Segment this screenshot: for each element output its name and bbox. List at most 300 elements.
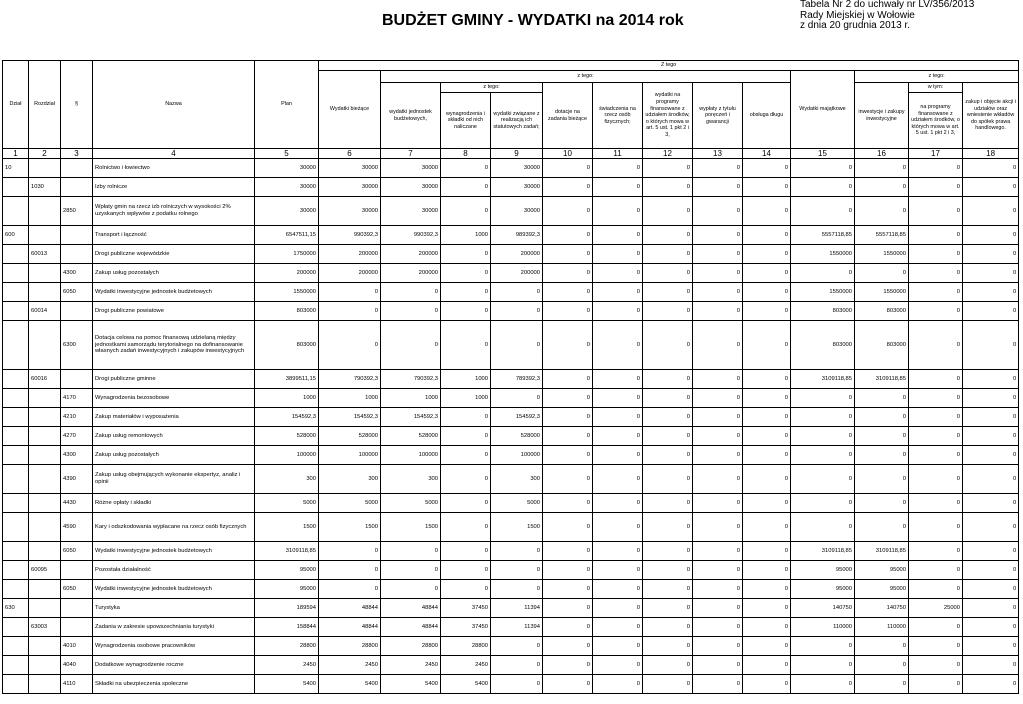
cell-programy-biezace: 0 (643, 226, 693, 245)
cell-wydatki-majatkowe: 0 (791, 675, 855, 694)
cell-akcje: 0 (963, 446, 1019, 465)
cell-rozdzial (29, 427, 61, 446)
table-row (3, 264, 1019, 283)
cell-statutowe: 0 (491, 283, 543, 302)
cell-rozdzial: 60014 (29, 302, 61, 321)
cell-rozdzial (29, 283, 61, 302)
cell-statutowe: 0 (491, 656, 543, 675)
cell-paragraf: 4010 (61, 637, 93, 656)
cell-dotacje: 0 (543, 389, 593, 408)
cell-plan: 154592,3 (255, 408, 319, 427)
cell-rozdzial (29, 197, 61, 226)
cell-programy-biezace: 0 (643, 637, 693, 656)
cell-programy-biezace: 0 (643, 513, 693, 542)
cell-poreczenia: 0 (693, 178, 743, 197)
cell-wydatki-jednostek: 0 (381, 302, 441, 321)
header-wydatki-jednostek: wydatki jednostek budżetowych, (381, 83, 441, 149)
table-row (3, 618, 1019, 637)
cell-obsluga-dlugu: 0 (743, 283, 791, 302)
header-w-tym: w tym: (909, 83, 963, 93)
cell-obsluga-dlugu: 0 (743, 302, 791, 321)
cell-dzial (3, 465, 29, 494)
cell-poreczenia: 0 (693, 494, 743, 513)
cell-programy-majatkowe: 0 (909, 656, 963, 675)
cell-paragraf (61, 178, 93, 197)
cell-poreczenia: 0 (693, 513, 743, 542)
cell-wydatki-jednostek: 48844 (381, 599, 441, 618)
header-programy-majatkowe: na programy finansowane z udziałem środków, o których mowa w art. 5 ust. 1 pkt 2 i 3, (909, 93, 963, 149)
cell-plan: 803000 (255, 302, 319, 321)
cell-wydatki-biezace: 0 (319, 283, 381, 302)
cell-programy-biezace: 0 (643, 599, 693, 618)
cell-statutowe: 0 (491, 389, 543, 408)
cell-dotacje: 0 (543, 283, 593, 302)
cell-plan: 5000 (255, 494, 319, 513)
cell-obsluga-dlugu: 0 (743, 389, 791, 408)
cell-nazwa: Składki na ubezpieczenia społeczne (93, 675, 255, 694)
cell-wydatki-majatkowe: 0 (791, 494, 855, 513)
cell-poreczenia: 0 (693, 321, 743, 370)
cell-obsluga-dlugu: 0 (743, 494, 791, 513)
cell-wydatki-jednostek: 30000 (381, 159, 441, 178)
cell-programy-biezace: 0 (643, 321, 693, 370)
cell-swiadczenia: 0 (593, 321, 643, 370)
cell-dzial (3, 264, 29, 283)
cell-rozdzial (29, 513, 61, 542)
cell-dotacje: 0 (543, 197, 593, 226)
cell-programy-majatkowe: 0 (909, 302, 963, 321)
cell-swiadczenia: 0 (593, 465, 643, 494)
cell-obsluga-dlugu: 0 (743, 465, 791, 494)
column-number: 1 (3, 149, 29, 159)
cell-dzial (3, 178, 29, 197)
cell-rozdzial (29, 446, 61, 465)
cell-wydatki-jednostek: 790392,3 (381, 370, 441, 389)
cell-paragraf: 6300 (61, 321, 93, 370)
cell-wynagrodzenia: 0 (441, 561, 491, 580)
cell-obsluga-dlugu: 0 (743, 264, 791, 283)
cell-wynagrodzenia: 1000 (441, 389, 491, 408)
cell-obsluga-dlugu: 0 (743, 580, 791, 599)
cell-statutowe: 789392,3 (491, 370, 543, 389)
cell-obsluga-dlugu: 0 (743, 446, 791, 465)
cell-nazwa: Zakup usług remontowych (93, 427, 255, 446)
cell-programy-majatkowe: 0 (909, 427, 963, 446)
cell-obsluga-dlugu: 0 (743, 637, 791, 656)
cell-akcje: 0 (963, 656, 1019, 675)
cell-wydatki-biezace: 1500 (319, 513, 381, 542)
cell-inwestycje: 0 (855, 494, 909, 513)
cell-obsluga-dlugu: 0 (743, 226, 791, 245)
cell-akcje: 0 (963, 637, 1019, 656)
cell-wydatki-majatkowe: 3109118,85 (791, 370, 855, 389)
cell-dotacje: 0 (543, 656, 593, 675)
cell-nazwa: Wynagrodzenia bezosobowe (93, 389, 255, 408)
cell-wynagrodzenia: 0 (441, 494, 491, 513)
cell-paragraf: 4390 (61, 465, 93, 494)
cell-inwestycje: 5557118,85 (855, 226, 909, 245)
cell-dotacje: 0 (543, 618, 593, 637)
cell-akcje: 0 (963, 599, 1019, 618)
cell-wynagrodzenia: 1000 (441, 370, 491, 389)
cell-swiadczenia: 0 (593, 245, 643, 264)
cell-inwestycje: 3109118,85 (855, 370, 909, 389)
cell-wydatki-biezace: 200000 (319, 245, 381, 264)
cell-inwestycje: 0 (855, 513, 909, 542)
cell-inwestycje: 95000 (855, 580, 909, 599)
cell-paragraf: 2850 (61, 197, 93, 226)
cell-poreczenia: 0 (693, 675, 743, 694)
cell-plan: 803000 (255, 321, 319, 370)
cell-poreczenia: 0 (693, 226, 743, 245)
cell-rozdzial (29, 159, 61, 178)
cell-nazwa: Zakup usług pozostałych (93, 264, 255, 283)
cell-paragraf (61, 226, 93, 245)
cell-statutowe: 0 (491, 542, 543, 561)
cell-programy-majatkowe: 0 (909, 226, 963, 245)
cell-poreczenia: 0 (693, 427, 743, 446)
cell-dotacje: 0 (543, 427, 593, 446)
cell-wynagrodzenia: 37450 (441, 599, 491, 618)
cell-statutowe: 989392,3 (491, 226, 543, 245)
cell-inwestycje: 95000 (855, 561, 909, 580)
cell-programy-biezace: 0 (643, 427, 693, 446)
header-nazwa: Nazwa (93, 61, 255, 149)
cell-akcje: 0 (963, 226, 1019, 245)
cell-dotacje: 0 (543, 561, 593, 580)
cell-akcje: 0 (963, 178, 1019, 197)
cell-wydatki-majatkowe: 140750 (791, 599, 855, 618)
cell-wydatki-biezace: 28800 (319, 637, 381, 656)
column-number: 17 (909, 149, 963, 159)
table-row (3, 465, 1019, 494)
cell-swiadczenia: 0 (593, 370, 643, 389)
cell-programy-majatkowe: 0 (909, 580, 963, 599)
cell-wydatki-biezace: 0 (319, 302, 381, 321)
cell-dzial (3, 637, 29, 656)
cell-poreczenia: 0 (693, 408, 743, 427)
cell-rozdzial: 60013 (29, 245, 61, 264)
cell-wydatki-majatkowe: 0 (791, 427, 855, 446)
cell-plan: 95000 (255, 580, 319, 599)
cell-rozdzial (29, 599, 61, 618)
cell-programy-biezace: 0 (643, 389, 693, 408)
cell-rozdzial (29, 580, 61, 599)
cell-inwestycje: 1550000 (855, 245, 909, 264)
cell-inwestycje: 140750 (855, 599, 909, 618)
cell-plan: 528000 (255, 427, 319, 446)
cell-dotacje: 0 (543, 159, 593, 178)
cell-programy-biezace: 0 (643, 656, 693, 675)
cell-plan: 6547511,15 (255, 226, 319, 245)
cell-swiadczenia: 0 (593, 513, 643, 542)
cell-dzial: 630 (3, 599, 29, 618)
header-z-tego-biezace: z tego: (381, 71, 791, 83)
cell-wynagrodzenia: 0 (441, 302, 491, 321)
cell-dotacje: 0 (543, 542, 593, 561)
cell-rozdzial: 1030 (29, 178, 61, 197)
cell-programy-majatkowe: 0 (909, 675, 963, 694)
cell-wynagrodzenia: 0 (441, 427, 491, 446)
cell-statutowe: 0 (491, 561, 543, 580)
cell-inwestycje: 803000 (855, 321, 909, 370)
cell-plan: 1500 (255, 513, 319, 542)
cell-rozdzial (29, 542, 61, 561)
column-number: 18 (963, 149, 1019, 159)
cell-wydatki-majatkowe: 110000 (791, 618, 855, 637)
cell-swiadczenia: 0 (593, 561, 643, 580)
table-row (3, 542, 1019, 561)
header-programy-biezace: wydatki na programy finansowane z udziałem środków, o których mowa w art. 5 ust. 1 pkt 2 i 3, (643, 83, 693, 149)
cell-swiadczenia: 0 (593, 446, 643, 465)
cell-wydatki-biezace: 790392,3 (319, 370, 381, 389)
cell-programy-majatkowe: 0 (909, 637, 963, 656)
cell-paragraf: 4300 (61, 264, 93, 283)
cell-poreczenia: 0 (693, 264, 743, 283)
cell-swiadczenia: 0 (593, 178, 643, 197)
cell-dzial: 10 (3, 159, 29, 178)
cell-wydatki-jednostek: 0 (381, 580, 441, 599)
cell-wydatki-biezace: 2450 (319, 656, 381, 675)
table-row (3, 675, 1019, 694)
cell-wydatki-jednostek: 154592,3 (381, 408, 441, 427)
column-number: 13 (693, 149, 743, 159)
cell-wydatki-biezace: 100000 (319, 446, 381, 465)
cell-plan: 3899511,15 (255, 370, 319, 389)
cell-programy-biezace: 0 (643, 494, 693, 513)
cell-programy-majatkowe: 0 (909, 513, 963, 542)
cell-akcje: 0 (963, 321, 1019, 370)
cell-paragraf: 4040 (61, 656, 93, 675)
cell-poreczenia: 0 (693, 283, 743, 302)
cell-poreczenia: 0 (693, 245, 743, 264)
cell-inwestycje: 803000 (855, 302, 909, 321)
cell-nazwa: Dotacja celowa na pomoc finansową udzielaną między jednostkami samorządu terytorialnego na dofinansowanie własnych zadań inwestycyjnych i zakupów inwestycyjnych (93, 321, 255, 370)
cell-poreczenia: 0 (693, 580, 743, 599)
header-dzial: Dział (3, 61, 29, 149)
cell-swiadczenia: 0 (593, 197, 643, 226)
cell-rozdzial (29, 408, 61, 427)
cell-wydatki-biezace: 0 (319, 542, 381, 561)
cell-swiadczenia: 0 (593, 618, 643, 637)
cell-akcje: 0 (963, 283, 1019, 302)
cell-obsluga-dlugu: 0 (743, 159, 791, 178)
cell-nazwa: Drogi publiczne powiatowe (93, 302, 255, 321)
cell-plan: 158844 (255, 618, 319, 637)
cell-wydatki-majatkowe: 0 (791, 389, 855, 408)
cell-statutowe: 11394 (491, 618, 543, 637)
cell-wydatki-biezace: 300 (319, 465, 381, 494)
cell-programy-biezace: 0 (643, 561, 693, 580)
cell-paragraf: 4110 (61, 675, 93, 694)
cell-akcje: 0 (963, 494, 1019, 513)
cell-dotacje: 0 (543, 465, 593, 494)
cell-statutowe: 30000 (491, 159, 543, 178)
cell-swiadczenia: 0 (593, 675, 643, 694)
cell-dzial (3, 321, 29, 370)
cell-plan: 30000 (255, 159, 319, 178)
cell-poreczenia: 0 (693, 159, 743, 178)
cell-programy-majatkowe: 0 (909, 370, 963, 389)
note-line-3: z dnia 20 grudnia 2013 r. (800, 20, 911, 31)
cell-programy-biezace: 0 (643, 542, 693, 561)
cell-programy-majatkowe: 0 (909, 389, 963, 408)
cell-wydatki-jednostek: 2450 (381, 656, 441, 675)
cell-inwestycje: 0 (855, 264, 909, 283)
cell-wydatki-biezace: 0 (319, 580, 381, 599)
cell-statutowe: 200000 (491, 264, 543, 283)
cell-wydatki-majatkowe: 0 (791, 197, 855, 226)
cell-akcje: 0 (963, 542, 1019, 561)
cell-wydatki-jednostek: 0 (381, 542, 441, 561)
cell-dzial (3, 561, 29, 580)
cell-nazwa: Wydatki inwestycyjne jednostek budżetowych (93, 580, 255, 599)
cell-programy-biezace: 0 (643, 178, 693, 197)
cell-wynagrodzenia: 0 (441, 245, 491, 264)
cell-obsluga-dlugu: 0 (743, 427, 791, 446)
cell-wydatki-majatkowe: 5557118,85 (791, 226, 855, 245)
table-row (3, 370, 1019, 389)
column-number: 6 (319, 149, 381, 159)
cell-programy-majatkowe: 0 (909, 283, 963, 302)
cell-statutowe: 0 (491, 321, 543, 370)
cell-dotacje: 0 (543, 599, 593, 618)
cell-wydatki-majatkowe: 0 (791, 656, 855, 675)
cell-plan: 1750000 (255, 245, 319, 264)
cell-paragraf: 4430 (61, 494, 93, 513)
cell-wydatki-jednostek: 300 (381, 465, 441, 494)
column-number: 8 (441, 149, 491, 159)
cell-statutowe: 0 (491, 637, 543, 656)
header-z-tego: Z tego (319, 61, 1019, 71)
cell-rozdzial (29, 675, 61, 694)
cell-plan: 30000 (255, 197, 319, 226)
column-number: 16 (855, 149, 909, 159)
cell-dotacje: 0 (543, 370, 593, 389)
cell-wynagrodzenia: 0 (441, 321, 491, 370)
cell-inwestycje: 0 (855, 159, 909, 178)
header-wydatki-majatkowe: Wydatki majątkowe (791, 71, 855, 149)
cell-obsluga-dlugu: 0 (743, 542, 791, 561)
cell-programy-biezace: 0 (643, 580, 693, 599)
table-row (3, 159, 1019, 178)
table-row (3, 494, 1019, 513)
cell-wydatki-majatkowe: 0 (791, 264, 855, 283)
cell-dzial (3, 542, 29, 561)
cell-programy-biezace: 0 (643, 618, 693, 637)
cell-poreczenia: 0 (693, 389, 743, 408)
cell-wydatki-biezace: 154592,3 (319, 408, 381, 427)
header-akcje: zakup i objęcie akcji i udziałów oraz wniesienie wkładów do spółek prawa handlowego. (963, 83, 1019, 149)
column-number: 14 (743, 149, 791, 159)
cell-akcje: 0 (963, 197, 1019, 226)
cell-dzial (3, 370, 29, 389)
column-number: 15 (791, 149, 855, 159)
cell-wydatki-jednostek: 990392,3 (381, 226, 441, 245)
cell-nazwa: Zadania w zakresie upowszechniania turystyki (93, 618, 255, 637)
header-statutowe: wydatki związane z realizacją ich statutowych zadań; (491, 93, 543, 149)
cell-statutowe: 5000 (491, 494, 543, 513)
cell-akcje: 0 (963, 675, 1019, 694)
cell-obsluga-dlugu: 0 (743, 178, 791, 197)
cell-inwestycje: 0 (855, 427, 909, 446)
cell-paragraf: 4210 (61, 408, 93, 427)
cell-wydatki-majatkowe: 1550000 (791, 245, 855, 264)
cell-wydatki-jednostek: 100000 (381, 446, 441, 465)
cell-obsluga-dlugu: 0 (743, 599, 791, 618)
cell-wydatki-jednostek: 1000 (381, 389, 441, 408)
cell-wydatki-jednostek: 0 (381, 561, 441, 580)
cell-plan: 1550000 (255, 283, 319, 302)
cell-akcje: 0 (963, 302, 1019, 321)
cell-wydatki-jednostek: 0 (381, 283, 441, 302)
resolution-note (800, 0, 974, 32)
cell-paragraf (61, 245, 93, 264)
cell-rozdzial: 63003 (29, 618, 61, 637)
cell-statutowe: 100000 (491, 446, 543, 465)
cell-akcje: 0 (963, 618, 1019, 637)
cell-rozdzial (29, 226, 61, 245)
cell-dzial (3, 302, 29, 321)
cell-nazwa: Zakup usług pozostałych (93, 446, 255, 465)
header-wynagrodzenia: wynagrodzenia i składki od nich naliczane (441, 93, 491, 149)
cell-wydatki-biezace: 5400 (319, 675, 381, 694)
cell-wydatki-biezace: 5000 (319, 494, 381, 513)
table-row (3, 513, 1019, 542)
cell-programy-majatkowe: 0 (909, 264, 963, 283)
cell-dzial (3, 675, 29, 694)
column-number: 4 (93, 149, 255, 159)
cell-statutowe: 30000 (491, 178, 543, 197)
cell-akcje: 0 (963, 561, 1019, 580)
header-paragraf: § (61, 61, 93, 149)
cell-swiadczenia: 0 (593, 656, 643, 675)
cell-inwestycje: 0 (855, 389, 909, 408)
table-row (3, 446, 1019, 465)
cell-wydatki-jednostek: 30000 (381, 197, 441, 226)
cell-wydatki-biezace: 990392,3 (319, 226, 381, 245)
header-rozdzial: Rozdział (29, 61, 61, 149)
page-title: BUDŻET GMINY - WYDATKI na 2014 rok (382, 12, 684, 29)
cell-dotacje: 0 (543, 178, 593, 197)
cell-akcje: 0 (963, 389, 1019, 408)
cell-akcje: 0 (963, 513, 1019, 542)
cell-dzial (3, 513, 29, 542)
cell-dzial (3, 245, 29, 264)
cell-wydatki-majatkowe: 0 (791, 178, 855, 197)
cell-paragraf (61, 618, 93, 637)
cell-wydatki-majatkowe: 0 (791, 513, 855, 542)
table-row (3, 580, 1019, 599)
cell-poreczenia: 0 (693, 370, 743, 389)
cell-wynagrodzenia: 0 (441, 408, 491, 427)
cell-swiadczenia: 0 (593, 427, 643, 446)
header-dotacje: dotacje na zadania bieżące (543, 83, 593, 149)
cell-wynagrodzenia: 0 (441, 264, 491, 283)
cell-paragraf: 6050 (61, 542, 93, 561)
cell-poreczenia: 0 (693, 637, 743, 656)
cell-statutowe: 0 (491, 580, 543, 599)
cell-inwestycje: 0 (855, 197, 909, 226)
cell-programy-majatkowe: 0 (909, 618, 963, 637)
column-number: 12 (643, 149, 693, 159)
cell-programy-biezace: 0 (643, 159, 693, 178)
cell-wydatki-biezace: 48844 (319, 599, 381, 618)
cell-rozdzial (29, 321, 61, 370)
cell-nazwa: Drogi publiczne wojewódzkie (93, 245, 255, 264)
cell-dzial (3, 446, 29, 465)
cell-poreczenia: 0 (693, 599, 743, 618)
